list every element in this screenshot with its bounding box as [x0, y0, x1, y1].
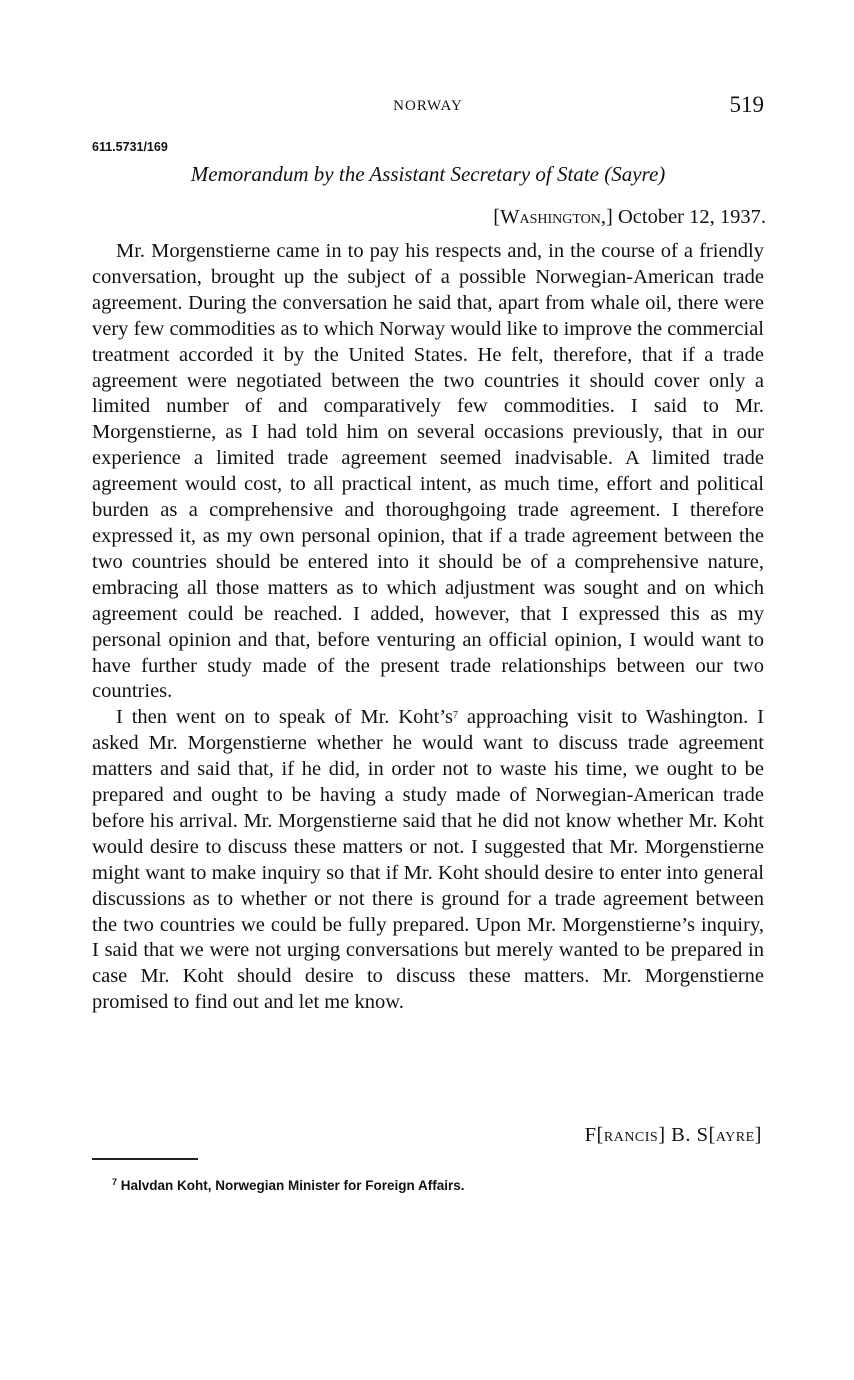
dateline-bracket-open: [ — [493, 206, 501, 228]
running-title: NORWAY — [393, 98, 463, 114]
document-title: Memorandum by the Assistant Secretary of State (Sayre) — [190, 162, 666, 186]
paragraph-2 — [92, 705, 764, 1016]
paragraph-2-text-before-note: I then went on to speak of Mr. Koht’s — [116, 706, 453, 729]
dateline — [493, 206, 766, 229]
signature-middle: ] B. S[ — [658, 1124, 716, 1146]
signature-first-initial: F[ — [584, 1124, 604, 1146]
signature-last-rest: ayre — [715, 1124, 755, 1146]
footnote-reference: 7 — [452, 710, 458, 722]
running-header — [92, 92, 764, 126]
memorandum-body — [92, 239, 764, 1016]
paragraph-2-text-after-note: approaching visit to Washington. I asked Mr. Morgenstierne whether he would want to discuss trade agreement matters and said that, if he did, in order not to waste his time, we ought to be prepared and ought to be having a study made of Norwegian-American trade before his arrival. Mr. Morgenstierne said that he did not know whether Mr. Koht would desire to discuss these matters or not. I suggested that Mr. Morgenstierne might want to make inquiry so that if Mr. Koht should desire to enter into general discussions as to whether or not there is ground for a trade agreement between the two countries we could be fully prepared. Upon Mr. Morgenstierne’s inquiry, I said that we were not urging conversations but merely wanted to be prepared in case Mr. Koht should desire to discuss these matters. Mr. Morgenstierne promised to find out and let me know. — [92, 706, 764, 1014]
page-number: 519 — [729, 92, 764, 117]
footnote-text: Halvdan Koht, Norwegian Minister for Foreign Affairs. — [117, 1178, 465, 1193]
dateline-city: Washington, — [500, 206, 607, 228]
dateline-date: October 12, 1937. — [617, 206, 766, 228]
footnote — [112, 1178, 465, 1193]
signature-close: ] — [754, 1124, 762, 1146]
dateline-bracket-close: ] — [606, 206, 613, 228]
signature — [585, 1124, 762, 1147]
signature-first-rest: rancis — [603, 1124, 659, 1146]
paragraph-1: Mr. Morgenstierne came in to pay his respects and, in the course of a friendly conversation, brought up the subject of a possible Norwegian-American trade agreement. During the conversation he said that, apart from whale oil, there were very few commodities as to which Norway would like to improve the commercial treatment accorded it by the United States. He felt, therefore, that if a trade agreement were negotiated between the two countries it should cover only a limited number of and comparatively few commodities. I said to Mr. Morgenstierne, as I had told him on several occasions previously, that in our experience a limited trade agreement seemed inadvisable. A limited trade agreement would cost, to all practical intent, as much time, effort and political burden as a comprehensive and thoroughgoing trade agreement. I therefore expressed it, as my own personal opinion, that if a trade agreement between the two countries should be entered into it should be of a comprehensive nature, embracing all those matters as to which adjustment was sought and on which agreement could be reached. I added, however, that I expressed this as my personal opinion and that, before venturing an official opinion, I would want to have further study made of the present trade relationships between our two countries. — [92, 240, 764, 703]
file-number: 611.5731/169 — [92, 140, 168, 154]
footnote-divider — [92, 1158, 198, 1160]
footnote-number: 7 — [112, 1177, 118, 1187]
